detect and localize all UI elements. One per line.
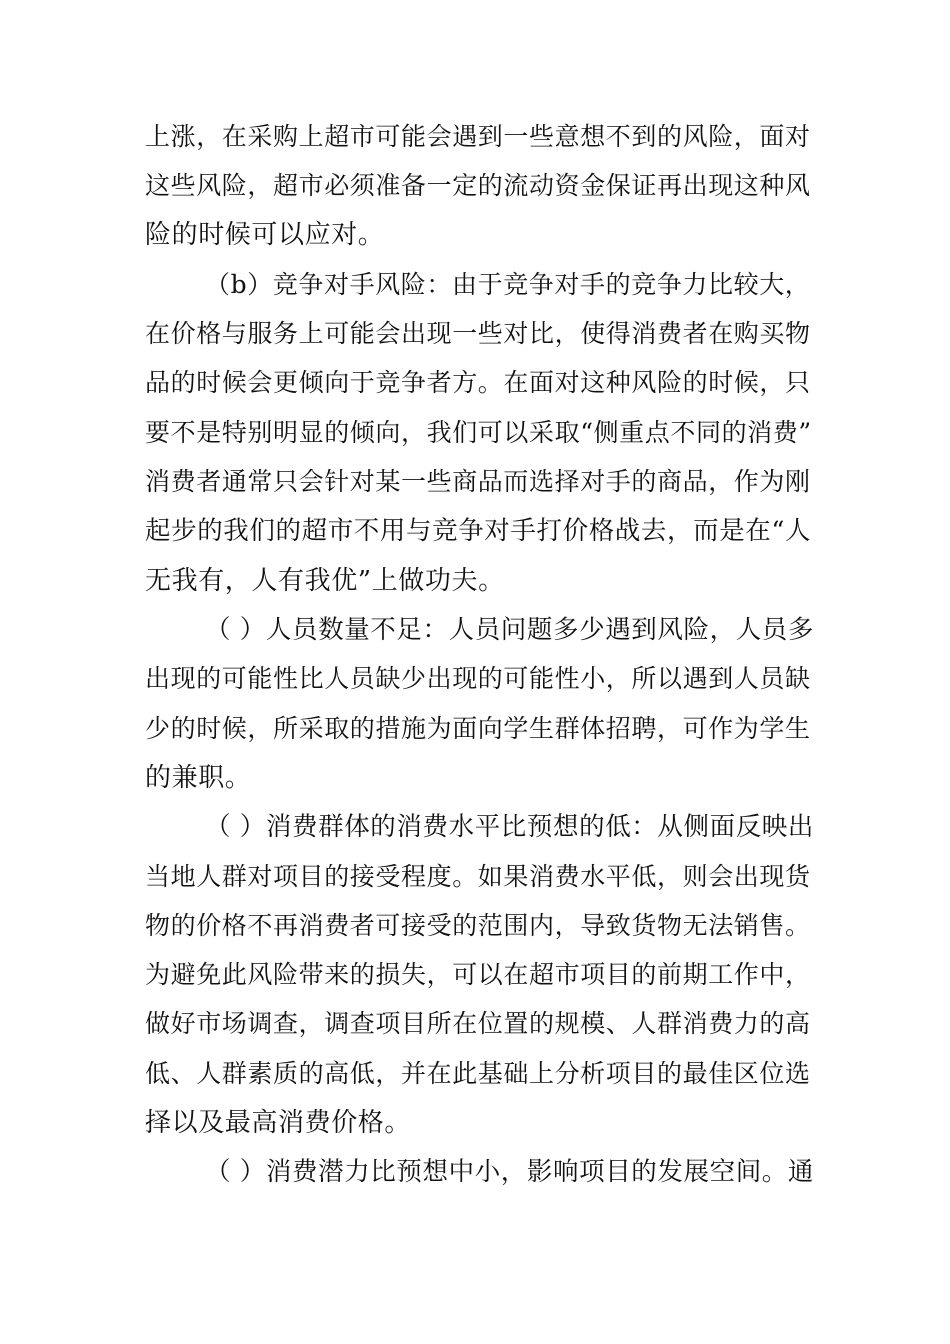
text-line: 要不是特别明显的倾向，我们可以采取“侧重点不同的消费”: [145, 418, 812, 447]
text-line: 的兼职。: [145, 763, 252, 793]
text-line: 为避免此风险带来的损失，可以在超市项目的前期工作中，: [145, 960, 811, 989]
text-line: 品的时候会更倾向于竞争者方。在面对这种风险的时候，只: [145, 368, 811, 397]
text-line: 少的时候，所采取的措施为面向学生群体招聘，可作为学生: [145, 714, 811, 743]
text-line: 在价格与服务上可能会出现一些对比，使得消费者在购买物: [145, 319, 811, 348]
text-line: 这些风险，超市必须准备一定的流动资金保证再出现这种风: [145, 171, 811, 200]
text-line: 消费者通常只会针对某一些商品而选择对手的商品，作为刚: [145, 467, 811, 496]
text-line: 上涨，在采购上超市可能会遇到一些意想不到的风险，面对: [145, 122, 811, 151]
paragraph-start-line: （ ）消费潜力比预想中小，影响项目的发展空间。通: [205, 1157, 815, 1187]
text-line: 做好市场调查，调查项目所在位置的规模、人群消费力的高: [145, 1009, 811, 1038]
text-line: 物的价格不再消费者可接受的范围内，导致货物无法销售。: [145, 911, 811, 940]
text-line: 择以及最高消费价格。: [145, 1108, 412, 1138]
paragraph-start-line: （ ）人员数量不足：人员问题多少遇到风险，人员多: [205, 615, 815, 645]
text-line: 无我有，人有我优”上做功夫。: [145, 566, 505, 596]
text-line: 当地人群对项目的接受程度。如果消费水平低，则会出现货: [145, 862, 811, 891]
text-line: 起步的我们的超市不用与竞争对手打价格战去，而是在“人: [145, 516, 812, 546]
text-line: 低、人群素质的高低，并在此基础上分析项目的最佳区位选: [145, 1059, 811, 1088]
text-line: 险的时候可以应对。: [145, 220, 385, 250]
paragraph-start-line: （ ）消费群体的消费水平比预想的低：从侧面反映出: [205, 812, 815, 842]
text-line: 出现的可能性比人员缺少出现的可能性小，所以遇到人员缺: [145, 664, 811, 693]
paragraph-start-line: （b）竞争对手风险：由于竞争对手的竞争力比较大，: [205, 270, 811, 299]
